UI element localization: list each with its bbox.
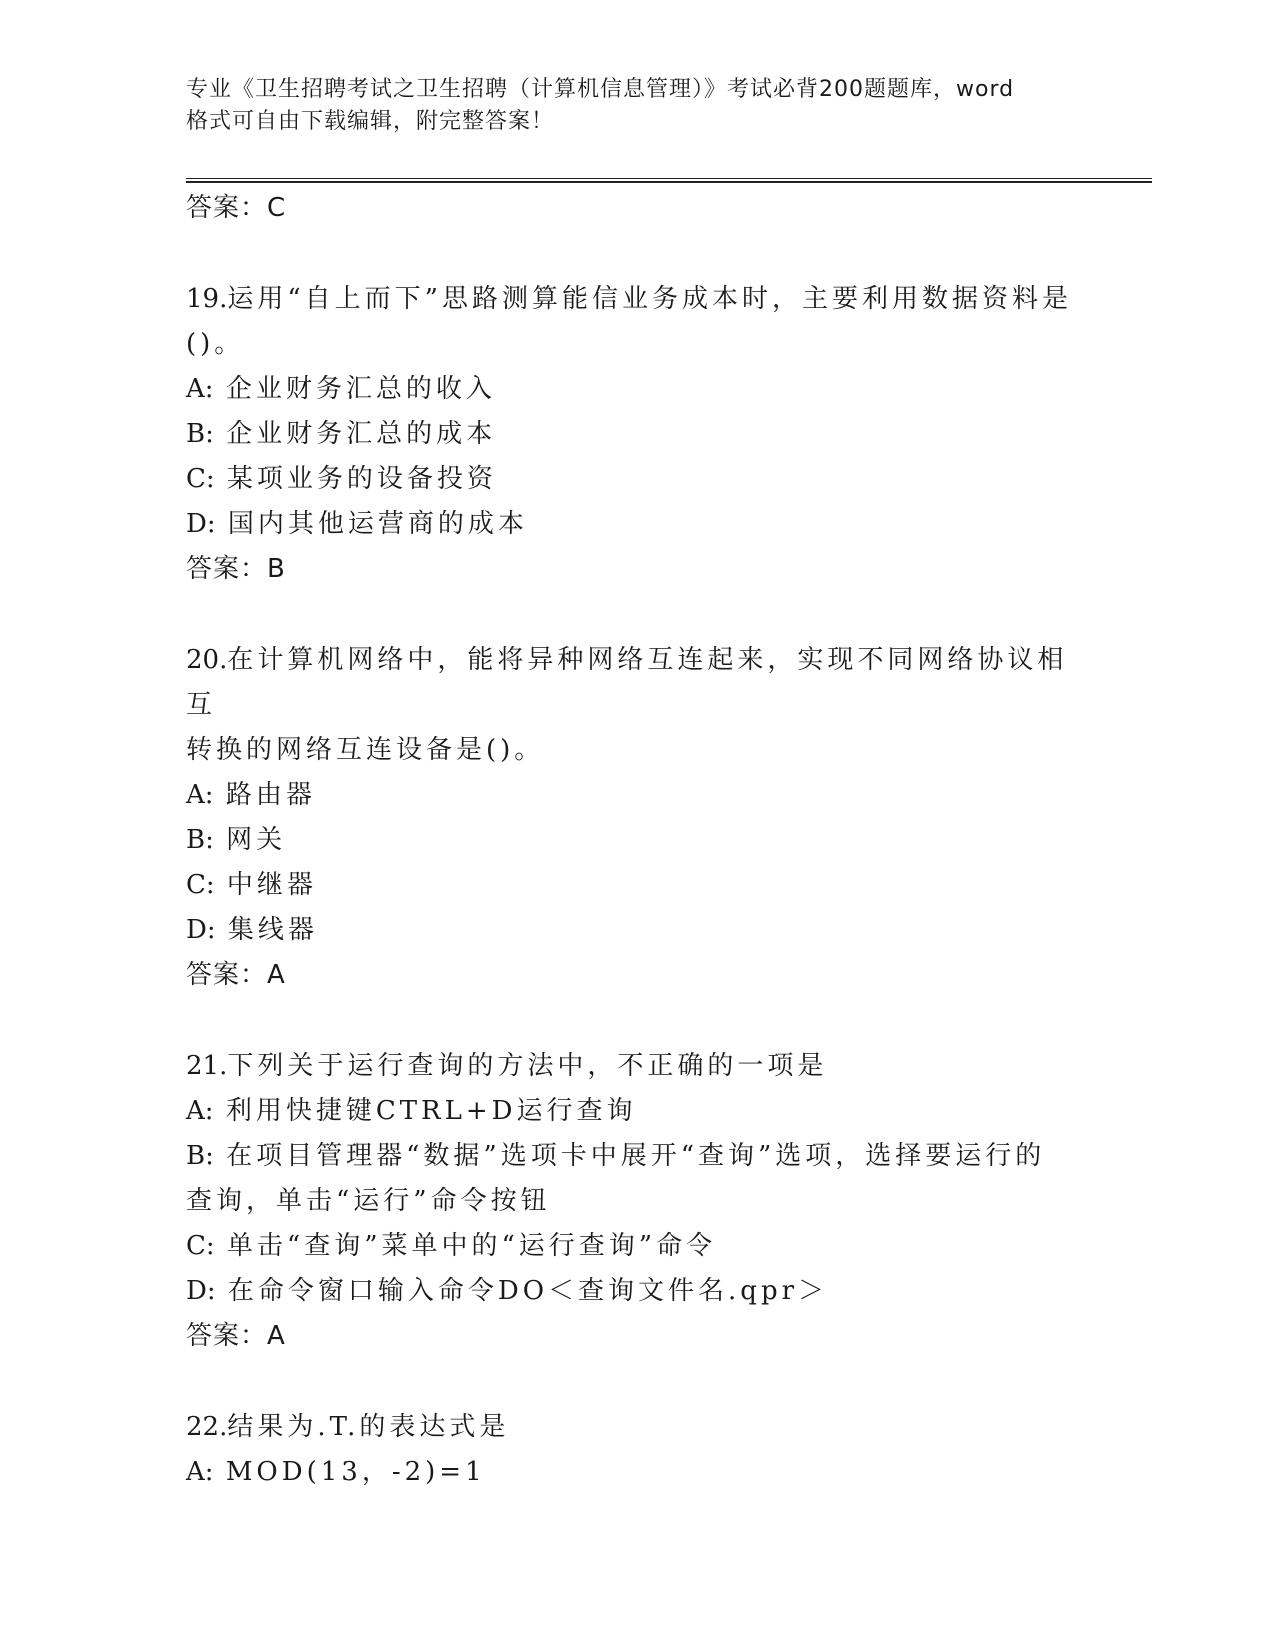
option-a bbox=[186, 1089, 1086, 1134]
option-text: 在项目管理器“数据”选项卡中展开“查询”选项，选择要运行的 bbox=[226, 1141, 1046, 1171]
option-key: B: bbox=[186, 1141, 214, 1171]
option-key: D: bbox=[186, 1276, 216, 1306]
question-22 bbox=[186, 1405, 1086, 1495]
answer-q18: 答案：C bbox=[186, 193, 287, 223]
question-text-line-2: 转换的网络互连设备是()。 bbox=[186, 735, 545, 765]
option-b bbox=[186, 1134, 1086, 1179]
question-text-line-1: 结果为.T.的表达式是 bbox=[227, 1412, 510, 1442]
option-key: A: bbox=[186, 374, 214, 404]
question-text-line-2: ()。 bbox=[186, 329, 245, 359]
option-text: 在命令窗口输入命令DO＜查询文件名.qpr＞ bbox=[227, 1276, 829, 1306]
header-divider-thin bbox=[186, 178, 1152, 179]
question-list bbox=[186, 186, 1086, 1495]
option-text: 某项业务的设备投资 bbox=[226, 464, 497, 494]
option-text: 中继器 bbox=[226, 870, 317, 900]
answer-q19: 答案：B bbox=[186, 554, 286, 584]
option-key: A: bbox=[186, 1457, 214, 1487]
option-b-continued: 查询，单击“运行”命令按钮 bbox=[186, 1186, 551, 1216]
option-text: MOD(13，-2)=1 bbox=[225, 1457, 486, 1487]
option-d bbox=[186, 502, 1086, 547]
option-a bbox=[186, 773, 1086, 818]
document-header bbox=[186, 74, 1086, 138]
question-number: 20. bbox=[186, 645, 228, 675]
option-text: 国内其他运营商的成本 bbox=[227, 509, 528, 539]
option-key: C: bbox=[186, 1231, 215, 1261]
option-text: 企业财务汇总的成本 bbox=[226, 419, 497, 449]
option-key: A: bbox=[186, 780, 214, 810]
option-a bbox=[186, 367, 1086, 412]
option-text: 路由器 bbox=[225, 780, 316, 810]
option-text: 网关 bbox=[226, 825, 287, 855]
question-number: 22. bbox=[186, 1412, 228, 1442]
option-c bbox=[186, 457, 1086, 502]
question-text-line-1: 在计算机网络中，能将异种网络互连起来，实现不同网络协议相互 bbox=[186, 645, 1068, 720]
header-line-1: 专业《卫生招聘考试之卫生招聘（计算机信息管理）》考试必背200题题库，word bbox=[186, 77, 1015, 102]
option-c bbox=[186, 1224, 1086, 1269]
option-text: 集线器 bbox=[227, 915, 318, 945]
question-19 bbox=[186, 277, 1086, 592]
option-text: 企业财务汇总的收入 bbox=[225, 374, 496, 404]
question-21 bbox=[186, 1044, 1086, 1359]
question-20 bbox=[186, 638, 1086, 998]
option-d bbox=[186, 908, 1086, 953]
option-key: C: bbox=[186, 870, 215, 900]
option-key: B: bbox=[186, 825, 214, 855]
option-b bbox=[186, 818, 1086, 863]
header-line-2: 格式可自由下载编辑，附完整答案！ bbox=[186, 109, 555, 134]
option-text: 单击“查询”菜单中的“运行查询”命令 bbox=[226, 1231, 717, 1261]
header-divider-thick bbox=[186, 181, 1152, 183]
option-d bbox=[186, 1269, 1086, 1314]
option-key: A: bbox=[186, 1096, 214, 1126]
option-a bbox=[186, 1450, 1086, 1495]
question-text bbox=[186, 638, 1076, 728]
option-key: B: bbox=[186, 419, 214, 449]
question-text bbox=[186, 1405, 1076, 1450]
option-key: C: bbox=[186, 464, 215, 494]
answer-q20: 答案：A bbox=[186, 960, 286, 990]
question-number: 21. bbox=[186, 1051, 228, 1081]
answer-q21: 答案：A bbox=[186, 1321, 286, 1351]
option-c bbox=[186, 863, 1086, 908]
option-b bbox=[186, 412, 1086, 457]
option-text: 利用快捷键CTRL+D运行查询 bbox=[225, 1096, 637, 1126]
option-key: D: bbox=[186, 915, 216, 945]
question-text bbox=[186, 277, 1076, 322]
question-text bbox=[186, 1044, 1076, 1089]
option-key: D: bbox=[186, 509, 216, 539]
question-text-line-1: 下列关于运行查询的方法中，不正确的一项是 bbox=[227, 1051, 828, 1081]
question-text-line-1: 运用“自上而下”思路测算能信业务成本时，主要利用数据资料是 bbox=[227, 284, 1072, 314]
question-number: 19. bbox=[186, 284, 228, 314]
